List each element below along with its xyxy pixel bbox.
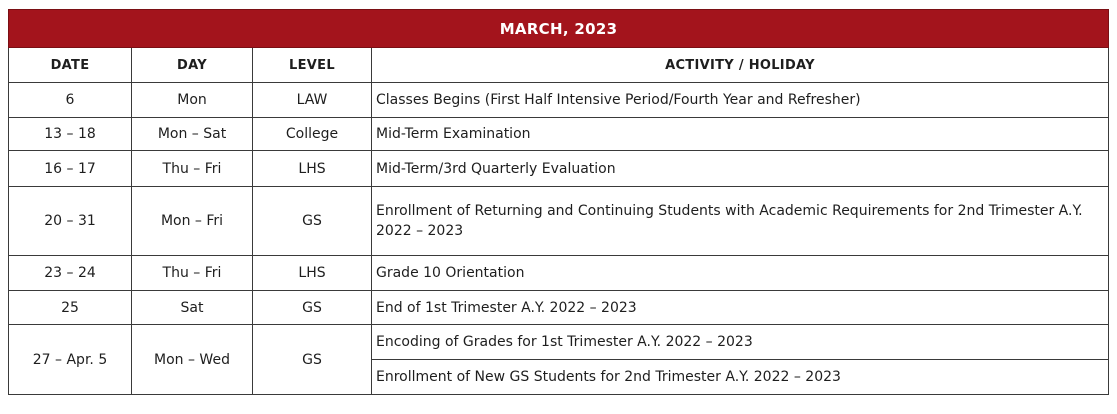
table-row bbox=[9, 83, 1109, 118]
table-row bbox=[9, 118, 1109, 151]
day-cell: Thu – Fri bbox=[132, 256, 253, 291]
calendar-sheet bbox=[8, 9, 1108, 395]
month-title: MARCH, 2023 bbox=[9, 10, 1109, 48]
activity-cell: Classes Begins (First Half Intensive Period/Fourth Year and Refresher) bbox=[372, 83, 1109, 118]
table-row bbox=[9, 187, 1109, 256]
table-row bbox=[9, 291, 1109, 325]
day-cell: Mon – Wed bbox=[132, 325, 253, 395]
day-cell: Thu – Fri bbox=[132, 151, 253, 187]
activity-cell: Mid-Term Examination bbox=[372, 118, 1109, 151]
day-cell: Mon bbox=[132, 83, 253, 118]
day-cell: Mon – Fri bbox=[132, 187, 253, 256]
level-cell: GS bbox=[253, 187, 372, 256]
level-cell: GS bbox=[253, 325, 372, 395]
table-row bbox=[9, 256, 1109, 291]
date-cell: 27 – Apr. 5 bbox=[9, 325, 132, 395]
date-cell: 23 – 24 bbox=[9, 256, 132, 291]
activity-header: ACTIVITY / HOLIDAY bbox=[372, 48, 1109, 83]
day-cell: Sat bbox=[132, 291, 253, 325]
date-header: DATE bbox=[9, 48, 132, 83]
level-cell: LHS bbox=[253, 256, 372, 291]
table-row bbox=[9, 151, 1109, 187]
date-cell: 16 – 17 bbox=[9, 151, 132, 187]
date-cell: 20 – 31 bbox=[9, 187, 132, 256]
table-row bbox=[9, 325, 1109, 360]
day-header: DAY bbox=[132, 48, 253, 83]
date-cell: 25 bbox=[9, 291, 132, 325]
level-cell: LAW bbox=[253, 83, 372, 118]
level-header: LEVEL bbox=[253, 48, 372, 83]
level-cell: LHS bbox=[253, 151, 372, 187]
activity-cell: Mid-Term/3rd Quarterly Evaluation bbox=[372, 151, 1109, 187]
day-cell: Mon – Sat bbox=[132, 118, 253, 151]
title-row bbox=[9, 10, 1109, 48]
date-cell: 6 bbox=[9, 83, 132, 118]
activity-cell: Encoding of Grades for 1st Trimester A.Y. 2022 – 2023 bbox=[372, 325, 1109, 360]
calendar-table bbox=[8, 9, 1109, 395]
level-cell: GS bbox=[253, 291, 372, 325]
activity-cell: End of 1st Trimester A.Y. 2022 – 2023 bbox=[372, 291, 1109, 325]
level-cell: College bbox=[253, 118, 372, 151]
header-row bbox=[9, 48, 1109, 83]
activity-cell: Enrollment of Returning and Continuing Students with Academic Requirements for 2nd Trimester A.Y. 2022 – 2023 bbox=[372, 187, 1109, 256]
activity-cell: Enrollment of New GS Students for 2nd Trimester A.Y. 2022 – 2023 bbox=[372, 360, 1109, 395]
activity-cell: Grade 10 Orientation bbox=[372, 256, 1109, 291]
date-cell: 13 – 18 bbox=[9, 118, 132, 151]
